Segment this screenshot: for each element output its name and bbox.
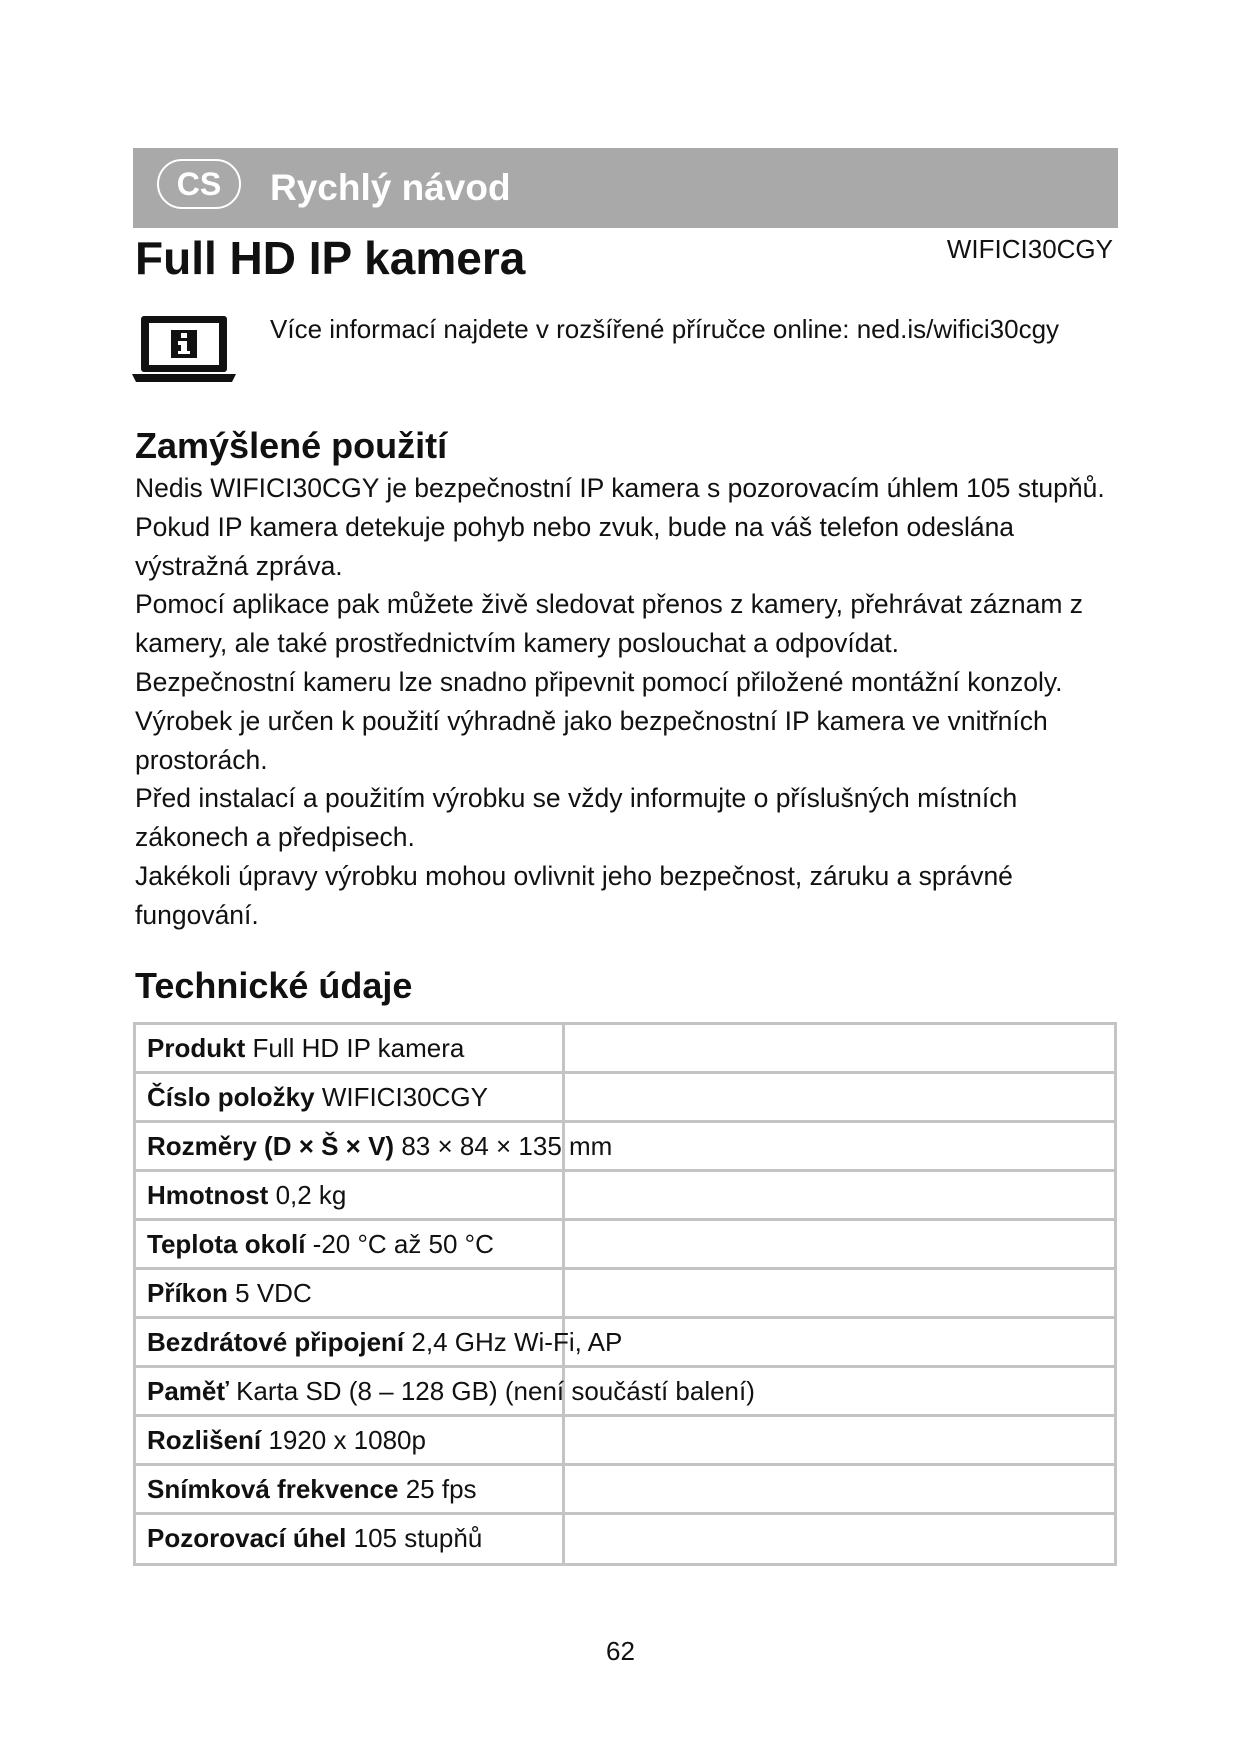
spec-label: Hmotnost — [147, 1180, 269, 1210]
spec-value: Full HD IP kamera — [252, 1033, 465, 1063]
table-row — [136, 1368, 1114, 1417]
spec-value: Karta SD (8 – 128 GB) (není součástí balení) — [236, 1376, 755, 1406]
technical-data-heading: Technické údaje — [135, 965, 413, 1006]
table-row — [136, 1025, 1114, 1074]
spec-label: Teplota okolí — [147, 1229, 306, 1259]
spec-label: Paměť — [147, 1376, 229, 1406]
spec-label: Číslo položky — [147, 1082, 315, 1112]
spec-value: 5 VDC — [235, 1278, 312, 1308]
table-row — [136, 1172, 1114, 1221]
usage-paragraph: Nedis WIFICI30CGY je bezpečnostní IP kamera s pozorovacím úhlem 105 stupňů. Pokud IP kamera detekuje pohyb nebo zvuk, bude na váš telefon odeslána výstražná zpráva. — [135, 473, 1105, 581]
specifications-table — [133, 1022, 1117, 1566]
table-row — [136, 1515, 1114, 1564]
table-row — [136, 1074, 1114, 1123]
spec-value: 2,4 GHz Wi-Fi, AP — [411, 1327, 623, 1357]
page-number: 62 — [606, 1636, 635, 1666]
usage-paragraph: Před instalací a použitím výrobku se vždy informujte o příslušných místních zákonech a předpisech. — [135, 783, 1018, 853]
intended-use-heading: Zamýšlené použití — [135, 425, 448, 466]
table-row — [136, 1270, 1114, 1319]
spec-value: 83 × 84 × 135 mm — [401, 1131, 613, 1161]
language-badge: CS — [157, 159, 241, 209]
table-row — [136, 1319, 1114, 1368]
spec-label: Rozměry (D × Š × V) — [147, 1131, 395, 1161]
spec-value: WIFICI30CGY — [321, 1082, 488, 1112]
intended-use-text — [135, 469, 1125, 935]
document-title: Full HD IP kamera — [135, 232, 526, 284]
banner-title: Rychlý návod — [270, 167, 511, 208]
table-row — [136, 1466, 1114, 1515]
spec-label: Příkon — [147, 1278, 228, 1308]
spec-value: 0,2 kg — [275, 1180, 347, 1210]
usage-paragraph: Výrobek je určen k použití výhradně jako bezpečnostní IP kamera ve vnitřních prostorách. — [135, 705, 1048, 775]
table-row — [136, 1123, 1114, 1172]
more-info-text: Více informací najdete v rozšířené příručce online: ned.is/wifici30cgy — [270, 314, 1060, 344]
laptop-info-icon — [132, 312, 236, 384]
spec-label: Pozorovací úhel — [147, 1523, 347, 1553]
usage-paragraph: Pomocí aplikace pak můžete živě sledovat přenos z kamery, přehrávat záznam z kamery, ale také prostřednictvím kamery poslouchat a odpovídat. — [135, 589, 1084, 659]
spec-value: 25 fps — [405, 1474, 477, 1504]
table-row — [136, 1221, 1114, 1270]
spec-value: 1920 x 1080p — [268, 1425, 426, 1455]
spec-label: Bezdrátové připojení — [147, 1327, 405, 1357]
table-row — [136, 1417, 1114, 1466]
spec-label: Rozlišení — [147, 1425, 262, 1455]
usage-paragraph: Bezpečnostní kameru lze snadno připevnit pomocí přiložené montážní konzoly. — [135, 666, 1063, 697]
spec-label: Snímková frekvence — [147, 1474, 399, 1504]
spec-value: -20 °C až 50 °C — [312, 1229, 494, 1259]
header-banner — [133, 148, 1118, 228]
spec-label: Produkt — [147, 1033, 246, 1063]
usage-paragraph: Jakékoli úpravy výrobku mohou ovlivnit jeho bezpečnost, záruku a správné fungování. — [135, 860, 1013, 930]
item-code: WIFICI30CGY — [946, 234, 1113, 264]
spec-value: 105 stupňů — [353, 1523, 483, 1553]
